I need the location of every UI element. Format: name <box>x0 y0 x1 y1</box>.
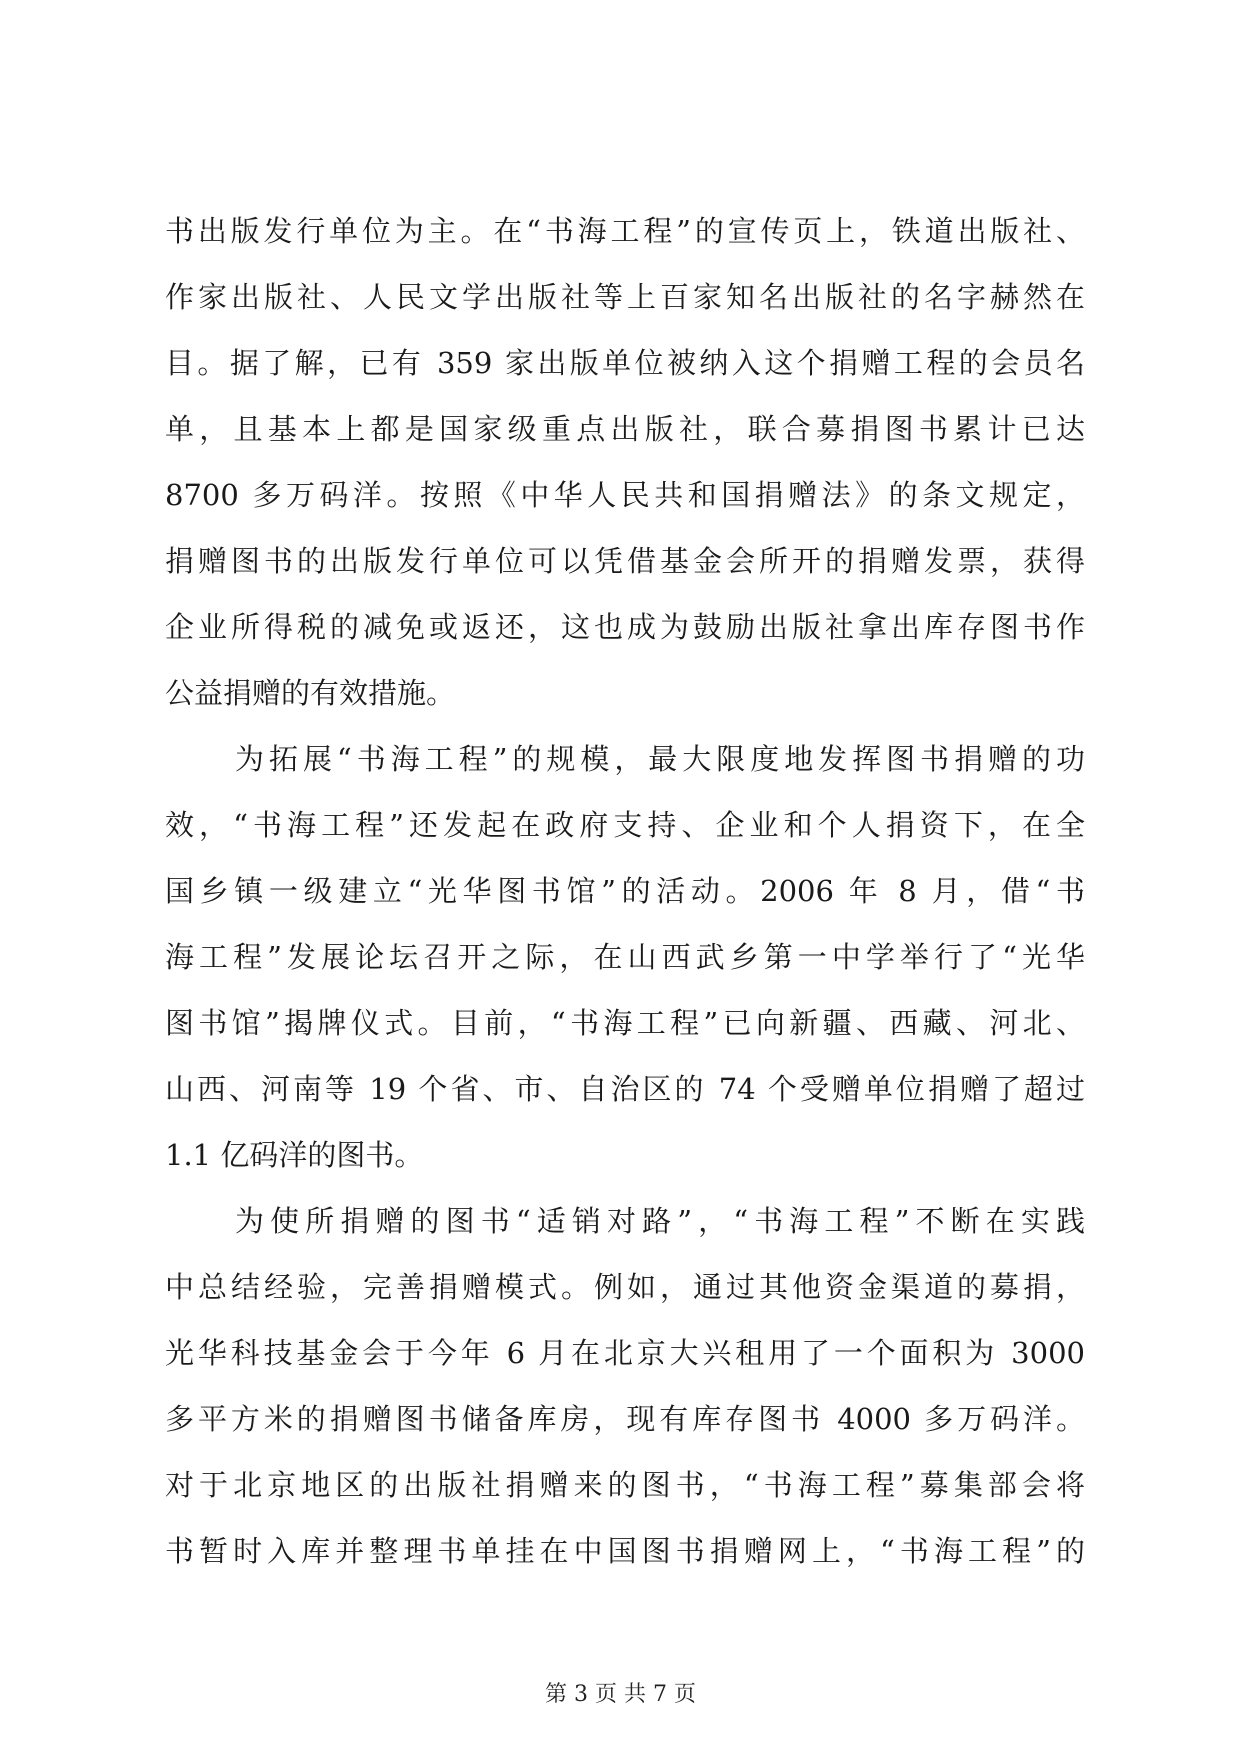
text-line: 为使所捐赠的图书“适销对路”，“书海工程”不断在实践 <box>235 1204 1085 1238</box>
text-line: 企业所得税的减免或返还，这也成为鼓励出版社拿出库存图书作 <box>165 610 1085 644</box>
paragraph-3 <box>165 1188 1085 1584</box>
text-line: 作家出版社、人民文学出版社等上百家知名出版社的名字赫然在 <box>165 280 1085 314</box>
body-text <box>165 198 1085 1584</box>
text-line: 1.1 亿码洋的图书。 <box>165 1138 424 1172</box>
text-line: 图书馆”揭牌仪式。目前，“书海工程”已向新疆、西藏、河北、 <box>165 1006 1085 1040</box>
text-line: 捐赠图书的出版发行单位可以凭借基金会所开的捐赠发票，获得 <box>165 544 1085 578</box>
text-line: 光华科技基金会于今年 6 月在北京大兴租用了一个面积为 3000 <box>165 1336 1085 1370</box>
page-number: 第 3 页 共 7 页 <box>545 1682 696 1707</box>
text-line: 效，“书海工程”还发起在政府支持、企业和个人捐资下，在全 <box>165 808 1085 842</box>
text-line: 海工程”发展论坛召开之际，在山西武乡第一中学举行了“光华 <box>165 940 1085 974</box>
text-line: 山西、河南等 19 个省、市、自治区的 74 个受赠单位捐赠了超过 <box>165 1072 1085 1106</box>
text-line: 公益捐赠的有效措施。 <box>165 676 456 710</box>
text-line: 单，且基本上都是国家级重点出版社，联合募捐图书累计已达 <box>165 412 1085 446</box>
text-line: 书暂时入库并整理书单挂在中国图书捐赠网上，“书海工程”的 <box>165 1534 1085 1568</box>
text-line: 书出版发行单位为主。在“书海工程”的宣传页上，铁道出版社、 <box>165 214 1085 248</box>
paragraph-2 <box>165 726 1085 1188</box>
text-line: 对于北京地区的出版社捐赠来的图书，“书海工程”募集部会将 <box>165 1468 1085 1502</box>
text-line: 中总结经验，完善捐赠模式。例如，通过其他资金渠道的募捐， <box>165 1270 1085 1304</box>
text-line: 8700 多万码洋。按照《中华人民共和国捐赠法》的条文规定， <box>165 478 1085 512</box>
text-line: 为拓展“书海工程”的规模，最大限度地发挥图书捐赠的功 <box>235 742 1085 776</box>
text-line: 目。据了解，已有 359 家出版单位被纳入这个捐赠工程的会员名 <box>165 346 1085 380</box>
text-line: 多平方米的捐赠图书储备库房，现有库存图书 4000 多万码洋。 <box>165 1402 1085 1436</box>
page-footer <box>0 1680 1241 1710</box>
paragraph-1 <box>165 198 1085 726</box>
text-line: 国乡镇一级建立“光华图书馆”的活动。2006 年 8 月，借“书 <box>165 874 1085 908</box>
